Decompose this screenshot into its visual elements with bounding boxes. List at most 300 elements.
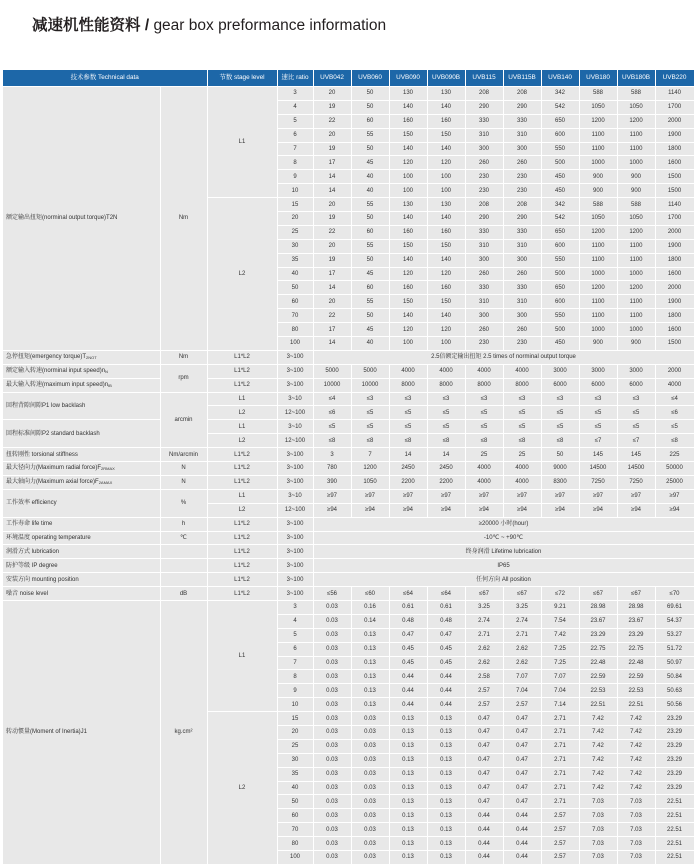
value-cell: 290 xyxy=(503,212,541,226)
ratio-cell: 35 xyxy=(277,253,313,267)
value-cell: 0.13 xyxy=(389,781,427,795)
value-cell: 0.47 xyxy=(465,795,503,809)
value-cell: 160 xyxy=(427,281,465,295)
value-cell: 588 xyxy=(579,198,617,212)
value-cell: ≤4 xyxy=(313,392,351,406)
ratio-cell: 9 xyxy=(277,684,313,698)
param-label xyxy=(3,475,160,489)
value-cell: ≤5 xyxy=(579,420,617,434)
table-row xyxy=(3,517,694,531)
ratio-cell: 6 xyxy=(277,642,313,656)
stage-cell: L1*L2 xyxy=(207,559,277,573)
value-cell: 300 xyxy=(465,253,503,267)
value-cell: 260 xyxy=(465,323,503,337)
value-cell: 0.47 xyxy=(427,628,465,642)
value-cell: 3000 xyxy=(579,364,617,378)
stage-cell: L1*L2 xyxy=(207,364,277,378)
table-row xyxy=(3,600,694,614)
value-cell: 290 xyxy=(465,100,503,114)
value-cell: 0.13 xyxy=(427,753,465,767)
value-cell: 7 xyxy=(351,448,389,462)
value-cell: ≤8 xyxy=(503,434,541,448)
param-label-text: 转动惯量(Moment of Inertia)J1 xyxy=(6,729,88,736)
value-cell: 550 xyxy=(541,309,579,323)
value-cell: 140 xyxy=(427,253,465,267)
ratio-cell: 4 xyxy=(277,100,313,114)
value-cell: 22.48 xyxy=(579,656,617,670)
value-cell: ≥97 xyxy=(579,489,617,503)
ratio-cell: 30 xyxy=(277,753,313,767)
value-cell: 0.45 xyxy=(389,642,427,656)
value-cell: ≤5 xyxy=(617,406,655,420)
param-label xyxy=(3,350,160,364)
table-row xyxy=(3,559,694,573)
span-cell: 2.5倍额定输出扭矩 2.5 times of norminal output torque xyxy=(313,350,694,364)
value-cell: ≤3 xyxy=(503,392,541,406)
value-cell: ≥97 xyxy=(617,489,655,503)
value-cell: 300 xyxy=(503,309,541,323)
value-cell: 2450 xyxy=(427,462,465,476)
value-cell: 2.74 xyxy=(503,614,541,628)
value-cell: ≤5 xyxy=(389,406,427,420)
value-cell: ≤72 xyxy=(541,587,579,601)
value-cell: 2.71 xyxy=(541,739,579,753)
stage-cell: L1*L2 xyxy=(207,531,277,545)
value-cell: ≥97 xyxy=(351,489,389,503)
value-cell: 19 xyxy=(313,142,351,156)
value-cell: 130 xyxy=(389,87,427,101)
value-cell: 310 xyxy=(503,128,541,142)
value-cell: 0.03 xyxy=(351,739,389,753)
value-cell: ≤5 xyxy=(617,420,655,434)
value-cell: 160 xyxy=(389,225,427,239)
value-cell: 9.21 xyxy=(541,600,579,614)
value-cell: 4000 xyxy=(465,364,503,378)
value-cell: 1100 xyxy=(617,142,655,156)
value-cell: 7.14 xyxy=(541,698,579,712)
value-cell: 2.57 xyxy=(541,850,579,864)
stage-cell: L1*L2 xyxy=(207,573,277,587)
value-cell: 150 xyxy=(389,295,427,309)
value-cell: ≥97 xyxy=(427,489,465,503)
value-cell: 2.57 xyxy=(541,837,579,851)
value-cell: 0.13 xyxy=(427,767,465,781)
value-cell: 0.44 xyxy=(389,670,427,684)
value-cell: 230 xyxy=(465,170,503,184)
value-cell: 900 xyxy=(617,337,655,351)
value-cell: ≤5 xyxy=(541,406,579,420)
value-cell: 900 xyxy=(579,337,617,351)
value-cell: ≤8 xyxy=(389,434,427,448)
value-cell: 50 xyxy=(351,142,389,156)
value-cell: 2.62 xyxy=(503,642,541,656)
performance-table xyxy=(3,70,695,865)
table-row xyxy=(3,420,694,434)
value-cell: 120 xyxy=(427,156,465,170)
param-label-text: 回程背隙间隙P1 low backlash xyxy=(6,402,86,409)
value-cell: 1100 xyxy=(579,239,617,253)
value-cell: ≤8 xyxy=(655,434,694,448)
value-cell: 7250 xyxy=(579,475,617,489)
value-cell: 1200 xyxy=(351,462,389,476)
unit-cell: dB xyxy=(160,587,207,601)
value-cell: 0.13 xyxy=(427,809,465,823)
value-cell: 0.13 xyxy=(389,837,427,851)
unit-cell: % xyxy=(160,489,207,517)
param-label xyxy=(3,517,160,531)
param-label-text: 最大输入转速(maximum input speed)n xyxy=(6,382,109,389)
value-cell: 7.42 xyxy=(579,753,617,767)
value-cell: 0.47 xyxy=(503,712,541,726)
param-label-text: 扭转刚性 torsional stiffness xyxy=(6,451,78,458)
value-cell: 14500 xyxy=(617,462,655,476)
value-cell: ≤7 xyxy=(579,434,617,448)
value-cell: 23.29 xyxy=(617,628,655,642)
value-cell: 2.71 xyxy=(541,781,579,795)
value-cell: 0.47 xyxy=(465,767,503,781)
value-cell: ≥94 xyxy=(389,503,427,517)
param-label-subscript: 2RMAX xyxy=(101,466,115,472)
value-cell: 0.13 xyxy=(427,837,465,851)
value-cell: 19 xyxy=(313,212,351,226)
value-cell: ≤8 xyxy=(313,434,351,448)
value-cell: 2.71 xyxy=(541,795,579,809)
unit-cell: ℃ xyxy=(160,531,207,545)
value-cell: 45 xyxy=(351,323,389,337)
value-cell: 53.27 xyxy=(655,628,694,642)
value-cell: 7.42 xyxy=(617,725,655,739)
value-cell: 8000 xyxy=(427,378,465,392)
value-cell: 7.03 xyxy=(579,795,617,809)
value-cell: 310 xyxy=(465,128,503,142)
value-cell: 140 xyxy=(427,309,465,323)
value-cell: 900 xyxy=(617,170,655,184)
param-label-text: 防护等级 IP degree xyxy=(6,562,58,569)
table-row xyxy=(3,475,694,489)
value-cell: 550 xyxy=(541,142,579,156)
value-cell: ≤5 xyxy=(503,406,541,420)
value-cell: 0.45 xyxy=(427,656,465,670)
header-ratio: 速比 ratio xyxy=(277,70,313,87)
value-cell: 1500 xyxy=(655,337,694,351)
table-row xyxy=(3,87,694,101)
value-cell: 0.03 xyxy=(313,767,351,781)
value-cell: 0.13 xyxy=(389,767,427,781)
value-cell: 1200 xyxy=(579,281,617,295)
value-cell: 260 xyxy=(503,323,541,337)
value-cell: ≤3 xyxy=(541,392,579,406)
ratio-cell: 3~100 xyxy=(277,378,313,392)
value-cell: 2.71 xyxy=(465,628,503,642)
value-cell: 0.44 xyxy=(503,809,541,823)
ratio-cell: 70 xyxy=(277,823,313,837)
stage-cell: L1 xyxy=(207,420,277,434)
value-cell: 7.03 xyxy=(617,850,655,864)
value-cell: 330 xyxy=(503,281,541,295)
value-cell: ≥94 xyxy=(541,503,579,517)
param-label xyxy=(3,587,160,601)
value-cell: 0.03 xyxy=(351,850,389,864)
value-cell: 1200 xyxy=(579,225,617,239)
value-cell: ≤67 xyxy=(465,587,503,601)
value-cell: 330 xyxy=(465,114,503,128)
value-cell: 780 xyxy=(313,462,351,476)
value-cell: 2.71 xyxy=(541,725,579,739)
ratio-cell: 3~100 xyxy=(277,448,313,462)
value-cell: 50 xyxy=(351,309,389,323)
ratio-cell: 9 xyxy=(277,170,313,184)
value-cell: 225 xyxy=(655,448,694,462)
value-cell: 650 xyxy=(541,225,579,239)
value-cell: 22.75 xyxy=(579,642,617,656)
value-cell: 60 xyxy=(351,281,389,295)
value-cell: 22.51 xyxy=(655,809,694,823)
param-label-text: 工作效率 efficiency xyxy=(6,500,57,507)
value-cell: 100 xyxy=(389,184,427,198)
table-row xyxy=(3,573,694,587)
value-cell: 2000 xyxy=(655,114,694,128)
value-cell: ≤64 xyxy=(427,587,465,601)
value-cell: 3000 xyxy=(541,364,579,378)
ratio-cell: 3~100 xyxy=(277,587,313,601)
ratio-cell: 3~100 xyxy=(277,559,313,573)
value-cell: 4000 xyxy=(465,475,503,489)
value-cell: 25 xyxy=(503,448,541,462)
value-cell: ≥94 xyxy=(579,503,617,517)
ratio-cell: 3 xyxy=(277,600,313,614)
ratio-cell: 100 xyxy=(277,337,313,351)
value-cell: 0.44 xyxy=(503,837,541,851)
stage-cell: L1*L2 xyxy=(207,545,277,559)
param-label xyxy=(3,600,160,864)
value-cell: 0.44 xyxy=(465,809,503,823)
value-cell: 542 xyxy=(541,212,579,226)
page-title-sep: / xyxy=(140,17,154,34)
value-cell: 390 xyxy=(313,475,351,489)
value-cell: 1140 xyxy=(655,198,694,212)
value-cell: 3000 xyxy=(617,364,655,378)
param-label-text: 安装方向 mounting position xyxy=(6,576,79,583)
value-cell: 1140 xyxy=(655,87,694,101)
value-cell: 100 xyxy=(427,170,465,184)
span-cell: 任何方向 All position xyxy=(313,573,694,587)
value-cell: 1000 xyxy=(579,323,617,337)
value-cell: ≤56 xyxy=(313,587,351,601)
value-cell: 450 xyxy=(541,170,579,184)
table-row xyxy=(3,545,694,559)
table-row xyxy=(3,462,694,476)
value-cell: 22.53 xyxy=(617,684,655,698)
param-label-subscript: 2NOT xyxy=(86,355,97,361)
value-cell: 600 xyxy=(541,128,579,142)
value-cell: 0.13 xyxy=(389,795,427,809)
value-cell: 500 xyxy=(541,267,579,281)
value-cell: 0.03 xyxy=(313,850,351,864)
value-cell: 150 xyxy=(389,239,427,253)
stage-cell: L1 xyxy=(207,489,277,503)
header-model: UVB180 xyxy=(579,70,617,87)
value-cell: ≤67 xyxy=(579,587,617,601)
value-cell: 1800 xyxy=(655,253,694,267)
stage-cell: L1*L2 xyxy=(207,378,277,392)
value-cell: 208 xyxy=(465,198,503,212)
value-cell: 0.47 xyxy=(503,753,541,767)
value-cell: 0.14 xyxy=(351,614,389,628)
value-cell: 0.03 xyxy=(351,767,389,781)
value-cell: 0.03 xyxy=(313,698,351,712)
header-model: UVB060 xyxy=(351,70,389,87)
value-cell: 342 xyxy=(541,87,579,101)
param-label-text: 润滑方式 lubrication xyxy=(6,548,60,555)
value-cell: 2450 xyxy=(389,462,427,476)
value-cell: 1100 xyxy=(617,309,655,323)
value-cell: 0.44 xyxy=(427,684,465,698)
ratio-cell: 50 xyxy=(277,281,313,295)
value-cell: 140 xyxy=(389,142,427,156)
value-cell: ≥97 xyxy=(313,489,351,503)
value-cell: 120 xyxy=(389,323,427,337)
value-cell: 0.03 xyxy=(351,753,389,767)
value-cell: 500 xyxy=(541,323,579,337)
value-cell: 0.03 xyxy=(313,809,351,823)
value-cell: 0.03 xyxy=(351,712,389,726)
value-cell: 330 xyxy=(465,225,503,239)
value-cell: ≤8 xyxy=(541,434,579,448)
value-cell: 1200 xyxy=(617,225,655,239)
value-cell: 25000 xyxy=(655,475,694,489)
value-cell: 230 xyxy=(503,337,541,351)
table-header-row xyxy=(3,70,694,87)
ratio-cell: 12~100 xyxy=(277,434,313,448)
value-cell: 130 xyxy=(389,198,427,212)
value-cell: 0.44 xyxy=(389,684,427,698)
value-cell: 40 xyxy=(351,337,389,351)
ratio-cell: 3~100 xyxy=(277,573,313,587)
stage-cell: L1 xyxy=(207,600,277,711)
value-cell: 1100 xyxy=(617,239,655,253)
value-cell: 7.07 xyxy=(541,670,579,684)
value-cell: 2.71 xyxy=(541,767,579,781)
value-cell: 55 xyxy=(351,239,389,253)
value-cell: 2000 xyxy=(655,364,694,378)
value-cell: ≤5 xyxy=(579,406,617,420)
value-cell: 1100 xyxy=(579,142,617,156)
value-cell: 22.51 xyxy=(617,698,655,712)
value-cell: ≤7 xyxy=(617,434,655,448)
value-cell: 0.03 xyxy=(313,753,351,767)
value-cell: 0.44 xyxy=(389,698,427,712)
param-label xyxy=(3,489,160,517)
value-cell: 0.03 xyxy=(313,725,351,739)
value-cell: 0.03 xyxy=(313,656,351,670)
value-cell: 130 xyxy=(427,198,465,212)
value-cell: 7.07 xyxy=(503,670,541,684)
header-model: UVB220 xyxy=(655,70,694,87)
value-cell: 120 xyxy=(427,323,465,337)
value-cell: 330 xyxy=(465,281,503,295)
value-cell: 145 xyxy=(617,448,655,462)
value-cell: ≥94 xyxy=(313,503,351,517)
value-cell: 1800 xyxy=(655,142,694,156)
value-cell: 100 xyxy=(389,170,427,184)
param-label-subscript: N xyxy=(105,369,108,375)
ratio-cell: 20 xyxy=(277,725,313,739)
table-row xyxy=(3,531,694,545)
ratio-cell: 50 xyxy=(277,795,313,809)
value-cell: 14 xyxy=(389,448,427,462)
value-cell: ≤60 xyxy=(351,587,389,601)
stage-cell: L2 xyxy=(207,434,277,448)
ratio-cell: 8 xyxy=(277,156,313,170)
param-label-text: 环境温度 operating temperature xyxy=(6,534,91,541)
value-cell: 0.16 xyxy=(351,600,389,614)
value-cell: 588 xyxy=(617,87,655,101)
value-cell: 1800 xyxy=(655,309,694,323)
value-cell: ≥94 xyxy=(503,503,541,517)
value-cell: 4000 xyxy=(655,378,694,392)
ratio-cell: 3~100 xyxy=(277,462,313,476)
ratio-cell: 40 xyxy=(277,781,313,795)
value-cell: 50.56 xyxy=(655,698,694,712)
ratio-cell: 7 xyxy=(277,142,313,156)
value-cell: 0.13 xyxy=(351,642,389,656)
param-label xyxy=(3,559,160,573)
value-cell: ≤3 xyxy=(351,392,389,406)
value-cell: 1000 xyxy=(579,156,617,170)
ratio-cell: 5 xyxy=(277,628,313,642)
value-cell: ≤67 xyxy=(503,587,541,601)
value-cell: 450 xyxy=(541,337,579,351)
value-cell: 0.03 xyxy=(313,739,351,753)
value-cell: 2.71 xyxy=(541,753,579,767)
value-cell: 0.03 xyxy=(313,795,351,809)
value-cell: 10000 xyxy=(351,378,389,392)
value-cell: 0.13 xyxy=(427,795,465,809)
value-cell: 7.42 xyxy=(617,712,655,726)
stage-cell: L1 xyxy=(207,87,277,198)
value-cell: 450 xyxy=(541,184,579,198)
value-cell: 150 xyxy=(389,128,427,142)
value-cell: 0.47 xyxy=(503,795,541,809)
value-cell: ≤5 xyxy=(465,420,503,434)
value-cell: 1100 xyxy=(617,253,655,267)
ratio-cell: 10 xyxy=(277,698,313,712)
value-cell: 230 xyxy=(503,184,541,198)
param-label-text: 回程标准间隙P2 standard backlash xyxy=(6,430,100,437)
value-cell: 1100 xyxy=(617,295,655,309)
unit-cell: h xyxy=(160,517,207,531)
param-label xyxy=(3,448,160,462)
value-cell: 1100 xyxy=(579,253,617,267)
value-cell: 22.51 xyxy=(655,837,694,851)
value-cell: 0.03 xyxy=(313,712,351,726)
value-cell: 7.04 xyxy=(541,684,579,698)
value-cell: 7.42 xyxy=(617,767,655,781)
value-cell: 7.03 xyxy=(617,809,655,823)
value-cell: 23.29 xyxy=(655,739,694,753)
value-cell: 3.25 xyxy=(465,600,503,614)
value-cell: 0.47 xyxy=(503,767,541,781)
value-cell: 140 xyxy=(389,212,427,226)
value-cell: 7.42 xyxy=(579,739,617,753)
value-cell: 310 xyxy=(503,239,541,253)
value-cell: 6000 xyxy=(617,378,655,392)
value-cell: 7.42 xyxy=(617,739,655,753)
value-cell: 0.03 xyxy=(313,670,351,684)
header-stage: 节数 stage level xyxy=(207,70,277,87)
param-label-text: 工作寿命 life time xyxy=(6,521,53,528)
value-cell: 0.13 xyxy=(389,850,427,864)
